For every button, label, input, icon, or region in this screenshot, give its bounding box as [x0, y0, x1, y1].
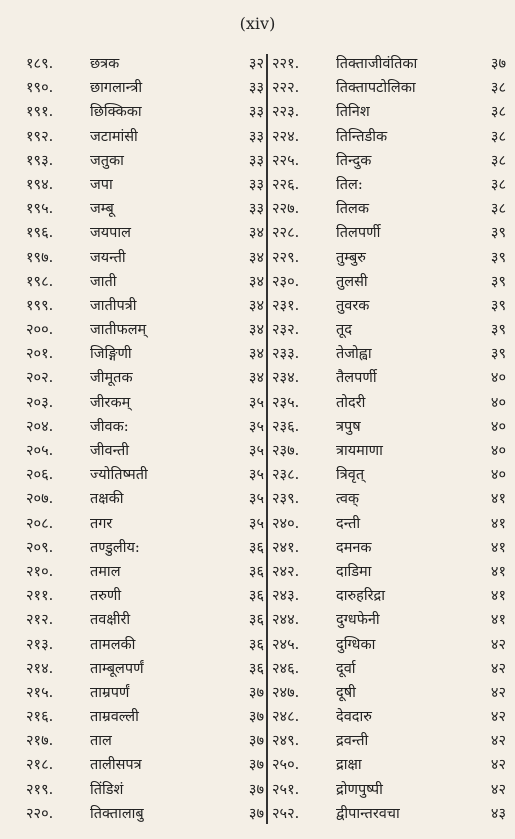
index-entry: [26, 778, 264, 802]
entry-number: २२९.: [272, 249, 300, 266]
index-entry: [272, 318, 506, 342]
entry-page: ३९: [490, 273, 506, 290]
index-entry: [272, 463, 506, 487]
index-entry: [272, 197, 506, 221]
entry-name: ज्योतिष्मती: [90, 467, 148, 484]
index-entry: [26, 439, 264, 463]
index-entry: [272, 633, 506, 657]
entry-page: ३८: [490, 104, 506, 121]
entry-name: जटामांसी: [90, 128, 138, 145]
index-entry: [26, 391, 264, 415]
entry-number: २१३.: [26, 636, 54, 653]
entry-number: २४२.: [272, 563, 300, 580]
index-entry: [272, 173, 506, 197]
entry-name: तिन्तिडीक: [336, 128, 388, 145]
entry-number: २३१.: [272, 297, 300, 314]
index-entry: [272, 415, 506, 439]
index-entry: [26, 512, 264, 536]
entry-number: २३४.: [272, 370, 300, 387]
index-entry: [272, 221, 506, 245]
entry-page: ३४: [248, 346, 264, 363]
entry-number: २४८.: [272, 709, 300, 726]
entry-page: ४३: [490, 805, 506, 822]
entry-name: ताम्रपर्णं: [90, 684, 130, 701]
entry-page: ४२: [490, 757, 506, 774]
index-entry: [26, 246, 264, 270]
entry-name: जिङ्गिणी: [90, 346, 132, 363]
entry-number: २११.: [26, 588, 54, 605]
entry-page: ३९: [490, 346, 506, 363]
index-entry: [26, 705, 264, 729]
entry-number: २४७.: [272, 684, 300, 701]
index-entry: [272, 342, 506, 366]
entry-number: २२७.: [272, 201, 300, 218]
entry-page: ३३: [248, 104, 264, 121]
entry-name: तूद: [336, 322, 352, 339]
entry-number: २१८.: [26, 757, 54, 774]
entry-number: २०७.: [26, 491, 54, 508]
index-entry: [272, 439, 506, 463]
entry-number: १९६.: [26, 225, 54, 242]
index-entry: [272, 657, 506, 681]
entry-page: ३५: [248, 491, 264, 508]
entry-page: ३७: [248, 757, 264, 774]
entry-number: २०४.: [26, 418, 54, 435]
entry-page: ३९: [490, 297, 506, 314]
entry-name: तोदरी: [336, 394, 366, 411]
index-entry: [26, 149, 264, 173]
entry-name: त्वक्: [336, 491, 360, 508]
entry-number: २२२.: [272, 80, 300, 97]
entry-number: २१९.: [26, 781, 54, 798]
entry-name: तिन्दुक: [336, 152, 372, 169]
entry-name: देवदारु: [336, 709, 372, 726]
entry-number: २२१.: [272, 56, 300, 72]
entry-name: द्रोणपुष्पी: [336, 781, 383, 798]
left-column: [26, 52, 264, 826]
entry-number: २१५.: [26, 684, 54, 701]
entry-number: २१७.: [26, 733, 54, 750]
entry-number: २४०.: [272, 515, 300, 532]
entry-page: ३६: [248, 612, 264, 629]
index-entry: [26, 487, 264, 511]
entry-name: जीवन्ती: [90, 443, 130, 459]
entry-number: २२४.: [272, 128, 300, 145]
entry-page: ४०: [490, 467, 506, 484]
index-entry: [26, 318, 264, 342]
entry-page: ३५: [248, 443, 264, 459]
entry-page: ३८: [490, 152, 506, 169]
entry-number: २५१.: [272, 781, 300, 798]
entry-page: ३३: [248, 128, 264, 145]
entry-name: तिक्तापटोलिका: [336, 80, 416, 97]
index-entry: [26, 100, 264, 124]
entry-name: तिलक: [336, 201, 369, 218]
index-entry: [272, 391, 506, 415]
entry-number: २३७.: [272, 443, 300, 459]
index-entry: [272, 149, 506, 173]
entry-name: जीवक:: [90, 418, 129, 435]
entry-name: तिंडिशं: [90, 781, 124, 798]
entry-name: द्राक्षा: [336, 757, 362, 774]
entry-number: २४९.: [272, 733, 300, 750]
entry-page: ४१: [490, 588, 506, 605]
entry-name: तुवरक: [336, 297, 370, 314]
entry-page: ४०: [490, 443, 506, 459]
entry-name: तरुणी: [90, 588, 122, 605]
index-entry: [272, 778, 506, 802]
entry-name: तेजोह्वा: [336, 346, 372, 363]
index-entry: [272, 536, 506, 560]
entry-page: ३३: [248, 176, 264, 193]
entry-page: ३७: [248, 733, 264, 750]
entry-name: दन्ती: [336, 515, 361, 532]
entry-name: दमनक: [336, 539, 372, 556]
entry-number: २५०.: [272, 757, 300, 774]
entry-name: तैलपर्णी: [336, 370, 377, 387]
entry-name: तवक्षीरी: [90, 612, 131, 629]
entry-page: ४२: [490, 636, 506, 653]
entry-name: तामलकी: [90, 636, 136, 653]
index-entry: [272, 802, 506, 826]
index-entry: [272, 270, 506, 294]
index-entry: [26, 463, 264, 487]
entry-page: ४२: [490, 733, 506, 750]
entry-number: २०६.: [26, 467, 54, 484]
entry-name: द्रवन्ती: [336, 733, 369, 750]
entry-name: त्रिवृत्: [336, 467, 365, 484]
entry-page: ३६: [248, 539, 264, 556]
right-column: [272, 52, 506, 826]
entry-name: त्रपुष: [336, 418, 361, 435]
entry-number: २३०.: [272, 273, 300, 290]
entry-number: २३६.: [272, 418, 300, 435]
index-entry: [272, 294, 506, 318]
entry-number: २२५.: [272, 152, 300, 169]
entry-number: १९९.: [26, 297, 54, 314]
entry-page: ३२: [248, 56, 264, 72]
entry-name: तिनिश: [336, 104, 370, 121]
index-entry: [272, 100, 506, 124]
entry-number: २१२.: [26, 612, 54, 629]
entry-page: ३५: [248, 418, 264, 435]
entry-page: ३४: [248, 249, 264, 266]
entry-number: २००.: [26, 322, 54, 339]
entry-page: ३३: [248, 152, 264, 169]
index-entry: [272, 705, 506, 729]
entry-page: ३६: [248, 660, 264, 677]
entry-number: २५२.: [272, 805, 300, 822]
entry-page: ३४: [248, 273, 264, 290]
entry-number: २२६.: [272, 176, 300, 193]
index-entry: [26, 294, 264, 318]
entry-number: १८९.: [26, 56, 54, 72]
index-entry: [26, 802, 264, 826]
entry-name: तालीसपत्र: [90, 757, 142, 774]
entry-number: २०३.: [26, 394, 54, 411]
index-entry: [26, 366, 264, 390]
entry-number: २४३.: [272, 588, 300, 605]
entry-name: तमाल: [90, 563, 121, 580]
index-entry: [272, 246, 506, 270]
entry-page: ३३: [248, 201, 264, 218]
entry-name: ताल: [90, 733, 112, 750]
entry-page: ३९: [490, 322, 506, 339]
entry-page: ३५: [248, 467, 264, 484]
index-entry: [272, 729, 506, 753]
entry-number: २३९.: [272, 491, 300, 508]
entry-page: ३६: [248, 588, 264, 605]
entry-name: ताम्बूलपर्णं: [90, 660, 144, 677]
entry-page: ४०: [490, 418, 506, 435]
entry-page: ३९: [490, 225, 506, 242]
entry-page: ३७: [248, 781, 264, 798]
entry-name: दुग्धिका: [336, 636, 376, 653]
entry-page: ३४: [248, 322, 264, 339]
entry-page: ३८: [490, 128, 506, 145]
entry-number: २२०.: [26, 805, 54, 822]
index-entry: [26, 52, 264, 76]
entry-number: २०८.: [26, 515, 54, 532]
entry-number: १९७.: [26, 249, 54, 266]
entry-page: ३७: [248, 709, 264, 726]
entry-name: छागलान्त्री: [90, 80, 143, 97]
entry-name: तुलसी: [336, 273, 368, 290]
entry-number: १९४.: [26, 176, 54, 193]
index-entry: [26, 584, 264, 608]
entry-name: दूर्वा: [336, 660, 356, 677]
entry-name: जातीफलम्: [90, 322, 147, 339]
index-entry: [26, 729, 264, 753]
entry-name: जम्बू: [90, 201, 114, 218]
entry-name: दुग्धफेनी: [336, 612, 380, 629]
entry-page: ३४: [248, 370, 264, 387]
index-entry: [26, 608, 264, 632]
entry-number: २४१.: [272, 539, 300, 556]
entry-name: जीरकम्: [90, 394, 131, 411]
index-entry: [26, 681, 264, 705]
index-entry: [26, 536, 264, 560]
index-entry: [272, 125, 506, 149]
entry-name: तिक्ताजीवंतिका: [336, 56, 418, 72]
index-entry: [272, 76, 506, 100]
index-entry: [272, 560, 506, 584]
entry-page: ४१: [490, 563, 506, 580]
entry-name: तिलपर्णी: [336, 225, 381, 242]
entry-number: १९८.: [26, 273, 54, 290]
entry-name: दूषी: [336, 684, 356, 701]
entry-page: ४०: [490, 394, 506, 411]
entry-number: २४६.: [272, 660, 300, 677]
entry-page: ४१: [490, 612, 506, 629]
entry-page: ४१: [490, 491, 506, 508]
index-entry: [272, 584, 506, 608]
entry-page: ४०: [490, 370, 506, 387]
entry-page: ३८: [490, 201, 506, 218]
entry-page: ४१: [490, 539, 506, 556]
entry-number: २४४.: [272, 612, 300, 629]
entry-number: २०९.: [26, 539, 54, 556]
entry-number: १९२.: [26, 128, 54, 145]
entry-name: जीमूतक: [90, 370, 133, 387]
entry-page: ४२: [490, 709, 506, 726]
entry-number: १९५.: [26, 201, 54, 218]
index-entry: [272, 366, 506, 390]
index-entry: [26, 76, 264, 100]
entry-page: ३८: [490, 176, 506, 193]
entry-number: १९०.: [26, 80, 54, 97]
page-number: (xiv): [239, 14, 276, 33]
entry-number: २०१.: [26, 346, 54, 363]
entry-page: ४२: [490, 684, 506, 701]
entry-name: जयपाल: [90, 225, 131, 242]
entry-name: ताम्रवल्ली: [90, 709, 139, 726]
entry-name: जाती: [90, 273, 117, 290]
index-entry: [26, 221, 264, 245]
entry-number: २३८.: [272, 467, 300, 484]
entry-page: ४२: [490, 781, 506, 798]
entry-number: २१४.: [26, 660, 54, 677]
entry-name: जातीपत्री: [90, 297, 137, 314]
entry-name: त्रायमाणा: [336, 443, 383, 459]
entry-number: २३५.: [272, 394, 300, 411]
entry-page: ३४: [248, 225, 264, 242]
index-entry: [26, 633, 264, 657]
entry-number: २३३.: [272, 346, 300, 363]
entry-number: २०२.: [26, 370, 54, 387]
entry-page: ३३: [248, 80, 264, 97]
index-entry: [26, 560, 264, 584]
entry-page: ३६: [248, 636, 264, 653]
entry-page: ३७: [248, 684, 264, 701]
entry-number: २३२.: [272, 322, 300, 339]
entry-number: २१०.: [26, 563, 54, 580]
entry-name: तुम्बुरु: [336, 249, 366, 266]
entry-page: ३९: [490, 249, 506, 266]
entry-page: ४२: [490, 660, 506, 677]
index-entry: [26, 342, 264, 366]
entry-name: तिल:: [336, 176, 363, 193]
entry-page: ३५: [248, 394, 264, 411]
entry-name: तिक्तालाबु: [90, 805, 144, 822]
entry-name: छिक्किका: [90, 104, 142, 121]
index-entry: [272, 512, 506, 536]
entry-page: ३८: [490, 80, 506, 97]
index-entry: [26, 753, 264, 777]
index-entry: [26, 270, 264, 294]
index-entry: [26, 197, 264, 221]
entry-number: १९१.: [26, 104, 54, 121]
index-entry: [272, 753, 506, 777]
entry-name: तक्षकी: [90, 491, 124, 508]
entry-number: १९३.: [26, 152, 54, 169]
entry-name: द्वीपान्तरवचा: [336, 805, 400, 822]
index-entry: [272, 608, 506, 632]
index-entry: [272, 681, 506, 705]
index-entry: [272, 487, 506, 511]
index-entry: [26, 657, 264, 681]
entry-name: दाडिमा: [336, 563, 372, 580]
index-entry: [26, 173, 264, 197]
index-columns: [26, 52, 506, 826]
entry-name: तण्डुलीय:: [90, 539, 140, 556]
entry-number: २२३.: [272, 104, 300, 121]
index-entry: [26, 415, 264, 439]
entry-page: ३७: [490, 56, 506, 72]
entry-number: २२८.: [272, 225, 300, 242]
entry-page: ३४: [248, 297, 264, 314]
entry-name: जपा: [90, 176, 113, 193]
entry-page: ३६: [248, 563, 264, 580]
entry-number: २४५.: [272, 636, 300, 653]
entry-name: तगर: [90, 515, 113, 532]
entry-page: ३७: [248, 805, 264, 822]
entry-number: २१६.: [26, 709, 54, 726]
index-entry: [26, 125, 264, 149]
entry-name: छत्रक: [90, 56, 120, 72]
index-entry: [272, 52, 506, 76]
entry-name: दारुहरिद्रा: [336, 588, 385, 605]
entry-name: जतुका: [90, 152, 124, 169]
entry-name: जयन्ती: [90, 249, 126, 266]
entry-page: ४१: [490, 515, 506, 532]
entry-page: ३५: [248, 515, 264, 532]
entry-number: २०५.: [26, 443, 54, 459]
